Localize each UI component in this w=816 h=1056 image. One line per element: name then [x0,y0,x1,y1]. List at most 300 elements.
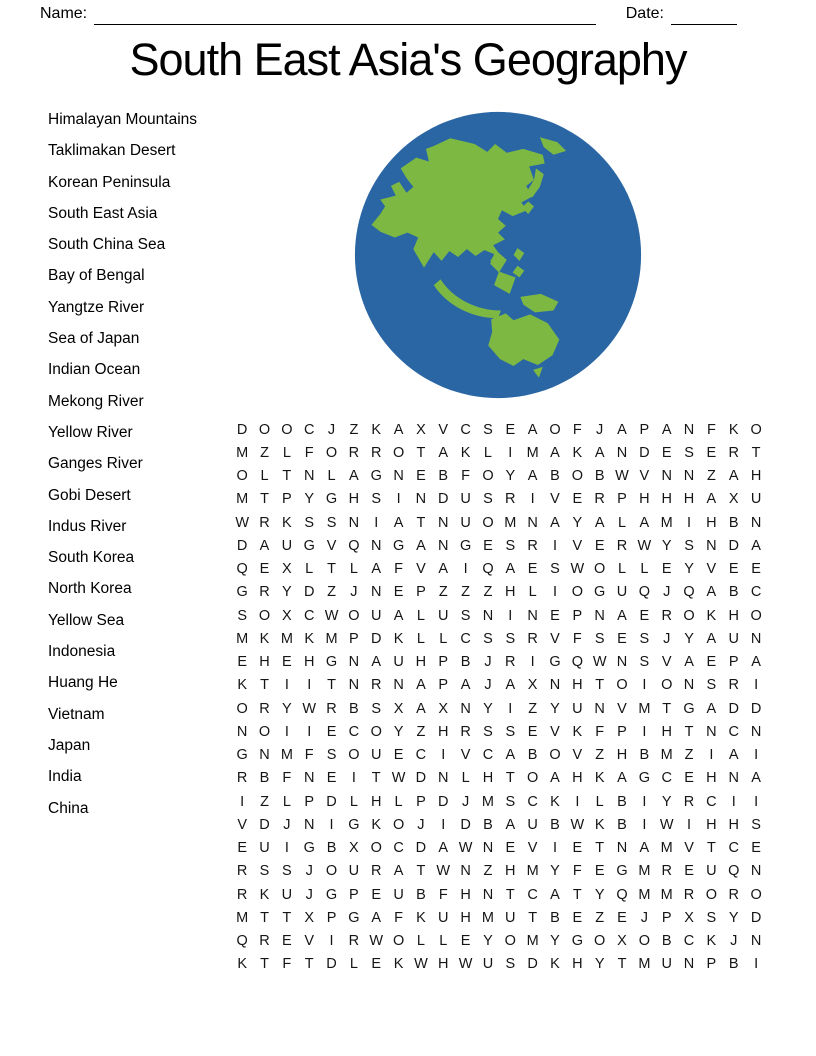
word-list-item: Indian Ocean [48,361,141,379]
grid-letter: N [460,700,471,717]
grid-letter: Z [260,444,269,461]
grid-letter: A [706,584,717,601]
grid-letter: C [348,723,360,740]
grid-letter: L [595,793,604,810]
grid-letter: I [552,840,557,857]
grid-letter: G [594,584,606,601]
grid-letter: N [750,863,762,880]
grid-letter: X [728,491,739,508]
grid-letter: E [527,723,538,740]
grid-letter: E [684,863,694,880]
grid-letter: W [637,537,652,554]
grid-letter: K [259,630,270,647]
grid-letter: E [282,933,292,950]
grid-letter: A [639,514,650,531]
grid-letter: H [706,514,717,531]
grid-letter: A [527,468,538,485]
word-list-item: South Korea [48,549,135,567]
grid-letter: F [304,747,314,764]
word-list-item: North Korea [48,580,132,598]
grid-letter: E [416,468,426,485]
grid-letter: N [527,514,538,531]
grid-letter: H [370,793,382,810]
grid-letter: E [527,561,538,578]
grid-letter: K [594,770,605,787]
grid-letter: E [751,561,761,578]
grid-letter: Z [483,584,493,601]
grid-letter: Y [550,700,560,717]
grid-letter: Z [438,584,448,601]
grid-letter: X [282,607,292,624]
grid-letter: T [416,863,426,880]
grid-letter: A [393,514,404,531]
grid-letter: U [348,863,360,880]
grid-letter: S [751,816,761,833]
word-list-item: China [48,799,89,817]
grid-letter: T [260,677,269,694]
grid-letter: Z [416,723,426,740]
grid-letter: X [416,421,426,438]
grid-letter: C [303,421,315,438]
grid-letter: P [617,723,627,740]
grid-letter: W [436,863,451,880]
grid-letter: I [642,793,647,810]
grid-letter: O [616,677,628,694]
grid-letter: G [549,654,561,671]
grid-letter: B [550,909,560,926]
grid-letter: F [282,770,292,787]
grid-letter: R [259,700,270,717]
grid-letter: V [550,630,560,647]
header-row [40,1,737,25]
grid-letter: B [617,816,627,833]
grid-letter: R [348,933,360,950]
grid-letter: Z [327,584,336,601]
grid-letter: M [526,863,539,880]
grid-letter: N [750,933,762,950]
grid-letter: F [394,561,403,578]
grid-letter: B [326,840,337,857]
grid-letter: A [416,700,426,717]
grid-letter: Y [304,491,315,508]
grid-letter: Q [571,654,583,671]
grid-letter: Y [594,886,605,903]
grid-letter: O [258,607,271,624]
grid-letter: Y [505,468,516,485]
grid-letter: N [616,444,628,461]
grid-letter: H [572,956,583,973]
grid-letter: I [754,677,759,694]
word-list-item: India [48,768,82,786]
grid-letter: L [416,630,425,647]
date-blank-line[interactable] [671,4,737,25]
grid-letter: M [504,514,517,531]
grid-letter: I [754,956,759,973]
grid-letter: D [728,537,739,554]
grid-letter: R [616,537,628,554]
word-list-item: Taklimakan Desert [48,142,176,160]
grid-letter: O [594,933,606,950]
grid-letter: G [303,840,315,857]
grid-letter: C [527,793,538,810]
grid-letter: S [505,537,516,554]
grid-letter: I [552,537,557,554]
grid-letter: O [549,747,561,764]
name-blank-line[interactable] [94,4,596,25]
grid-letter: U [460,491,471,508]
grid-letter: J [484,677,492,694]
grid-letter: A [505,816,516,833]
grid-letter: J [305,886,313,903]
grid-letter: C [683,933,695,950]
grid-letter: D [438,793,449,810]
grid-letter: K [259,886,270,903]
grid-letter: Y [550,933,560,950]
grid-letter: V [527,840,538,857]
grid-letter: E [594,537,605,554]
grid-letter: J [730,933,738,950]
grid-letter: B [639,747,650,764]
grid-letter: E [326,723,337,740]
grid-letter: N [683,468,695,485]
grid-letter: B [259,770,270,787]
grid-letter: N [750,630,762,647]
grid-letter: D [750,700,762,717]
grid-letter: I [530,491,535,508]
grid-letter: A [728,747,739,764]
grid-letter: G [683,700,695,717]
grid-letter: S [684,444,694,461]
grid-letter: W [369,933,384,950]
grid-letter: H [750,468,762,485]
grid-letter: A [550,886,560,903]
grid-letter: E [237,840,247,857]
grid-letter: R [236,770,248,787]
word-list-item: Indus River [48,517,127,535]
grid-letter: N [303,816,315,833]
grid-letter: E [505,840,516,857]
grid-letter: Y [572,514,583,531]
grid-letter: U [393,654,404,671]
grid-letter: E [661,444,672,461]
grid-letter: Y [483,700,493,717]
grid-letter: L [260,468,269,485]
grid-letter: T [751,444,761,461]
grid-letter: O [705,886,718,903]
grid-letter: A [416,537,426,554]
grid-letter: I [754,793,759,810]
grid-letter: G [370,468,382,485]
grid-letter: A [594,444,605,461]
grid-letter: S [684,537,694,554]
grid-letter: P [706,956,717,973]
grid-letter: S [326,514,337,531]
grid-letter: L [349,956,358,973]
grid-letter: I [575,793,580,810]
grid-letter: U [661,956,672,973]
grid-letter: U [281,537,293,554]
grid-letter: H [348,491,360,508]
grid-letter: Z [528,700,538,717]
grid-letter: I [329,816,334,833]
grid-letter: A [460,677,471,694]
grid-letter: T [371,770,381,787]
grid-letter: U [438,909,449,926]
grid-letter: I [687,514,692,531]
grid-letter: R [236,886,248,903]
grid-letter: N [438,537,449,554]
grid-letter: G [616,863,628,880]
grid-letter: Q [348,537,360,554]
grid-letter: A [594,514,605,531]
grid-letter: A [706,630,717,647]
grid-letter: R [683,793,695,810]
word-list-item: Yangtze River [48,298,145,316]
grid-letter: S [483,491,493,508]
grid-letter: P [639,421,650,438]
grid-letter: T [684,723,694,740]
grid-letter: W [458,840,473,857]
grid-letter: W [458,956,473,973]
grid-letter: H [661,723,672,740]
grid-letter: A [550,514,560,531]
grid-letter: U [527,816,538,833]
grid-letter: A [684,654,694,671]
grid-letter: H [639,491,650,508]
grid-letter: N [750,723,762,740]
grid-letter: L [394,793,403,810]
grid-letter: K [371,816,382,833]
grid-letter: H [438,956,449,973]
grid-letter: O [594,561,606,578]
grid-letter: T [528,909,538,926]
grid-letter: A [393,863,404,880]
grid-letter: W [615,468,629,485]
grid-letter: J [663,584,671,601]
grid-letter: F [282,956,292,973]
grid-letter: L [617,561,627,578]
grid-letter: O [392,444,405,461]
grid-letter: C [460,630,471,647]
grid-letter: G [348,816,360,833]
word-list-item: Yellow Sea [48,611,125,629]
grid-letter: L [327,468,336,485]
word-list-item: Japan [48,736,91,754]
grid-letter: N [549,677,561,694]
grid-letter: T [505,770,515,787]
grid-letter: P [438,654,449,671]
grid-letter: C [750,584,762,601]
grid-letter: A [751,770,761,787]
name-label: Name: [40,5,88,22]
grid-letter: W [659,816,674,833]
grid-letter: Y [684,561,694,578]
grid-letter: A [371,909,382,926]
grid-letter: V [572,537,583,554]
grid-letter: S [706,909,717,926]
grid-letter: O [750,421,762,438]
grid-letter: W [235,514,250,531]
grid-letter: K [371,421,382,438]
grid-letter: N [616,840,628,857]
grid-letter: V [684,840,694,857]
grid-letter: D [639,444,650,461]
grid-letter: K [460,444,471,461]
grid-letter: B [550,468,560,485]
grid-letter: Q [638,584,650,601]
grid-letter: I [284,677,289,694]
grid-letter: Q [683,584,695,601]
grid-letter: Q [616,886,628,903]
grid-letter: Z [595,909,605,926]
grid-letter: I [307,677,312,694]
grid-letter: F [438,886,448,903]
grid-letter: F [706,421,716,438]
grid-letter: S [505,956,516,973]
grid-letter: B [483,816,493,833]
grid-letter: G [303,537,315,554]
grid-letter: O [504,933,516,950]
grid-letter: E [237,654,247,671]
grid-letter: K [572,444,583,461]
grid-letter: I [351,770,356,787]
grid-letter: Z [706,468,716,485]
grid-letter: Y [728,909,739,926]
grid-letter: S [639,630,650,647]
grid-letter: E [661,561,672,578]
grid-letter: A [639,840,650,857]
grid-letter: R [259,584,270,601]
grid-letter: O [683,607,695,624]
grid-letter: N [683,421,695,438]
grid-letter: T [505,886,515,903]
grid-letter: G [236,747,248,764]
grid-letter: G [459,537,472,554]
grid-letter: N [303,468,315,485]
grid-letter: G [236,584,248,601]
grid-letter: O [638,933,650,950]
grid-letter: Q [482,561,494,578]
grid-letter: A [259,537,270,554]
grid-letter: R [370,863,382,880]
grid-letter: S [505,793,516,810]
grid-letter: K [728,421,739,438]
grid-letter: L [305,561,314,578]
grid-letter: H [505,584,516,601]
grid-letter: K [393,630,404,647]
grid-letter: Q [236,561,248,578]
grid-letter: Y [393,723,404,740]
grid-letter: N [482,607,494,624]
grid-letter: N [370,584,382,601]
grid-letter: N [661,468,672,485]
grid-letter: A [706,700,717,717]
grid-letter: K [237,677,247,694]
grid-letter: M [660,747,673,764]
grid-letter: R [259,514,270,531]
grid-letter: U [259,840,270,857]
grid-letter: T [304,956,314,973]
grid-letter: Y [661,537,672,554]
grid-letter: I [508,444,513,461]
grid-letter: J [640,909,648,926]
grid-letter: L [439,933,448,950]
grid-letter: D [259,816,270,833]
grid-letter: U [438,607,449,624]
word-list-item: South East Asia [48,204,158,222]
grid-letter: S [282,863,292,880]
grid-letter: O [325,863,338,880]
grid-letter: E [393,584,404,601]
grid-letter: F [572,630,582,647]
grid-letter: I [284,840,289,857]
grid-letter: G [325,654,338,671]
grid-letter: C [661,770,672,787]
grid-letter: I [642,677,647,694]
grid-letter: M [481,793,494,810]
grid-letter: Y [594,956,605,973]
grid-letter: D [527,956,538,973]
grid-letter: B [460,654,471,671]
grid-letter: T [595,677,605,694]
grid-letter: E [326,770,337,787]
grid-letter: O [750,886,762,903]
grid-letter: T [327,561,336,578]
grid-letter: A [751,654,761,671]
grid-letter: Y [550,863,560,880]
grid-letter: G [325,886,338,903]
grid-letter: N [482,886,494,903]
grid-letter: A [349,468,359,485]
grid-letter: S [505,723,516,740]
grid-letter: V [438,421,449,438]
grid-letter: M [660,514,673,531]
grid-letter: B [594,468,605,485]
grid-letter: D [370,630,382,647]
grid-letter: E [594,863,605,880]
grid-letter: U [482,956,494,973]
grid-letter: A [728,468,739,485]
grid-letter: Y [483,933,493,950]
grid-letter: O [392,933,405,950]
grid-letter: L [416,933,425,950]
grid-letter: A [617,607,627,624]
grid-letter: W [324,607,339,624]
grid-letter: R [370,444,382,461]
grid-letter: O [750,607,762,624]
word-list-item: Indonesia [48,643,116,661]
grid-letter: H [728,607,739,624]
grid-letter: L [416,607,425,624]
grid-letter: O [370,840,382,857]
grid-letter: N [438,514,449,531]
grid-letter: X [438,700,449,717]
grid-letter: N [683,677,695,694]
word-list [48,104,197,824]
grid-letter: E [505,421,516,438]
grid-letter: V [639,468,650,485]
grid-letter: V [617,700,627,717]
grid-letter: J [283,816,291,833]
grid-letter: N [594,700,605,717]
grid-letter: I [552,584,557,601]
grid-letter: W [391,770,406,787]
grid-letter: O [236,700,248,717]
grid-letter: O [482,468,494,485]
grid-letter: N [415,491,427,508]
grid-letter: H [505,863,516,880]
grid-letter: D [236,421,248,438]
